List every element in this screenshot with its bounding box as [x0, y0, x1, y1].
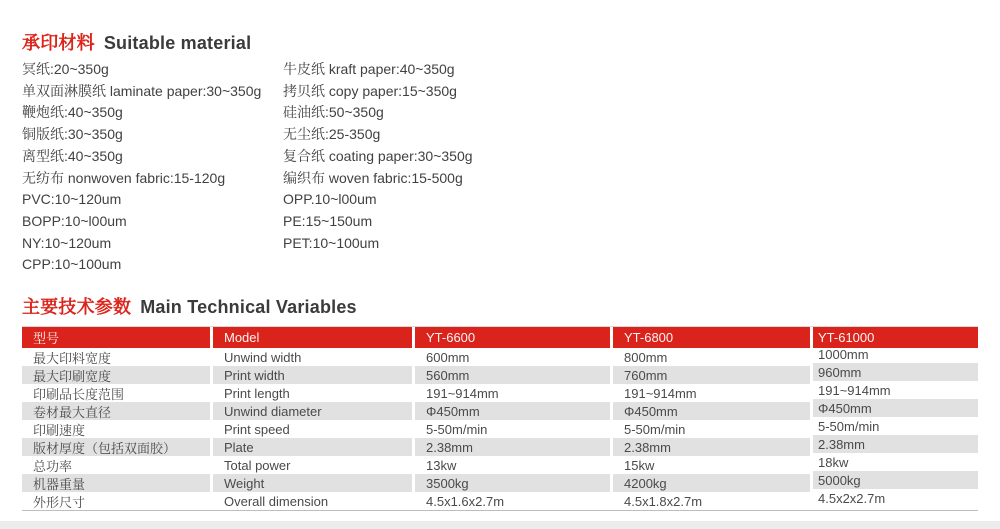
spec-cell: Unwind width [224, 349, 302, 365]
material-item: BOPP:10~l00um [22, 212, 127, 229]
spec-cell: 5-50m/min [818, 418, 880, 434]
table-header-cell: YT-6600 [415, 327, 610, 348]
spec-cell: 13kw [426, 457, 457, 473]
spec-cell: 印刷速度 [33, 422, 86, 438]
material-item: 无纺布 nonwoven fabric:15-120g [22, 169, 226, 186]
technical-variables-title-zh: 主要技术参数 [22, 297, 132, 317]
spec-cell: Overall dimension [224, 493, 329, 509]
spec-cell: 191~914mm [818, 382, 891, 398]
spec-cell: 印刷品长度范围 [33, 386, 125, 402]
material-item: PE:15~150um [283, 212, 373, 229]
material-item: 铜版纸:30~350g [22, 126, 123, 143]
spec-cell: Print width [213, 366, 412, 384]
material-item: PET:10~100um [283, 234, 380, 251]
material-item: CPP:10~100um [22, 256, 122, 273]
spec-cell: Unwind diameter [213, 402, 412, 420]
spec-cell: 5-50m/min [426, 421, 488, 437]
material-item: 无尘纸:25-350g [283, 126, 381, 143]
materials-left-column [22, 59, 261, 276]
spec-cell: 外形尺寸 [33, 494, 86, 510]
suitable-material-title [22, 29, 251, 55]
material-item: 编织布 woven fabric:15-500g [283, 169, 463, 186]
spec-cell: 2.38mm [813, 435, 978, 453]
spec-cell: 960mm [813, 363, 978, 381]
spec-cell: Φ450mm [613, 402, 810, 420]
technical-variables-title-en: Main Technical Variables [140, 297, 357, 317]
spec-cell: 总功率 [33, 458, 73, 474]
table-header-cell: Model [213, 327, 412, 348]
page-bottom-strip [0, 521, 1000, 529]
spec-cell: 4.5x1.6x2.7m [426, 493, 505, 509]
material-item: 硅油纸:50~350g [283, 104, 384, 121]
spec-cell: 191~914mm [624, 385, 697, 401]
spec-cell: 3500kg [415, 474, 610, 492]
suitable-material-title-en: Suitable material [103, 33, 252, 53]
spec-cell: 卷材最大直径 [22, 402, 210, 420]
spec-cell: 5-50m/min [624, 421, 686, 437]
spec-cell: Weight [213, 474, 412, 492]
technical-variables-title [22, 293, 357, 319]
spec-cell: 机器重量 [22, 474, 210, 492]
spec-cell: 最大印刷宽度 [22, 366, 210, 384]
material-item: PVC:10~120um [22, 191, 122, 208]
material-item: 鞭炮纸:40~350g [22, 104, 123, 121]
spec-cell: Φ450mm [415, 402, 610, 420]
spec-cell: 18kw [818, 454, 849, 470]
material-item: 单双面淋膜纸 laminate paper:30~350g [22, 82, 262, 99]
specs-table [22, 326, 978, 511]
table-header-cell: 型号 [22, 327, 210, 348]
materials-right-column [283, 59, 473, 254]
spec-cell: 600mm [426, 349, 470, 365]
spec-cell: Print speed [224, 421, 290, 437]
spec-cell: Φ450mm [813, 399, 978, 417]
spec-cell: 560mm [415, 366, 610, 384]
spec-cell: 2.38mm [415, 438, 610, 456]
material-item: 复合纸 coating paper:30~350g [283, 147, 473, 164]
spec-cell: 4.5x2x2.7m [818, 490, 886, 506]
spec-cell: 最大印料宽度 [33, 350, 112, 366]
spec-cell: 2.38mm [613, 438, 810, 456]
spec-cell: Total power [224, 457, 291, 473]
spec-cell: 版材厚度（包括双面胶） [22, 438, 210, 456]
material-item: 拷贝纸 copy paper:15~350g [283, 82, 457, 99]
table-header-cell: YT-61000 [813, 327, 978, 348]
spec-cell: 4.5x1.8x2.7m [624, 493, 703, 509]
spec-cell: Plate [213, 438, 412, 456]
spec-cell: 15kw [624, 457, 655, 473]
material-item: NY:10~120um [22, 234, 112, 251]
suitable-material-title-zh: 承印材料 [22, 33, 95, 53]
material-item: OPP.10~l00um [283, 191, 377, 208]
table-row [22, 492, 978, 510]
table-header-cell: YT-6800 [613, 327, 810, 348]
spec-cell: 191~914mm [426, 385, 499, 401]
material-item: 离型纸:40~350g [22, 147, 123, 164]
material-item: 冥纸:20~350g [22, 61, 109, 77]
spec-cell: 5000kg [813, 471, 978, 489]
spec-cell: 800mm [624, 349, 668, 365]
material-item: 牛皮纸 kraft paper:40~350g [283, 61, 455, 77]
spec-cell: Print length [224, 385, 290, 401]
spec-cell: 1000mm [818, 346, 869, 362]
spec-cell: 4200kg [613, 474, 810, 492]
spec-cell: 760mm [613, 366, 810, 384]
